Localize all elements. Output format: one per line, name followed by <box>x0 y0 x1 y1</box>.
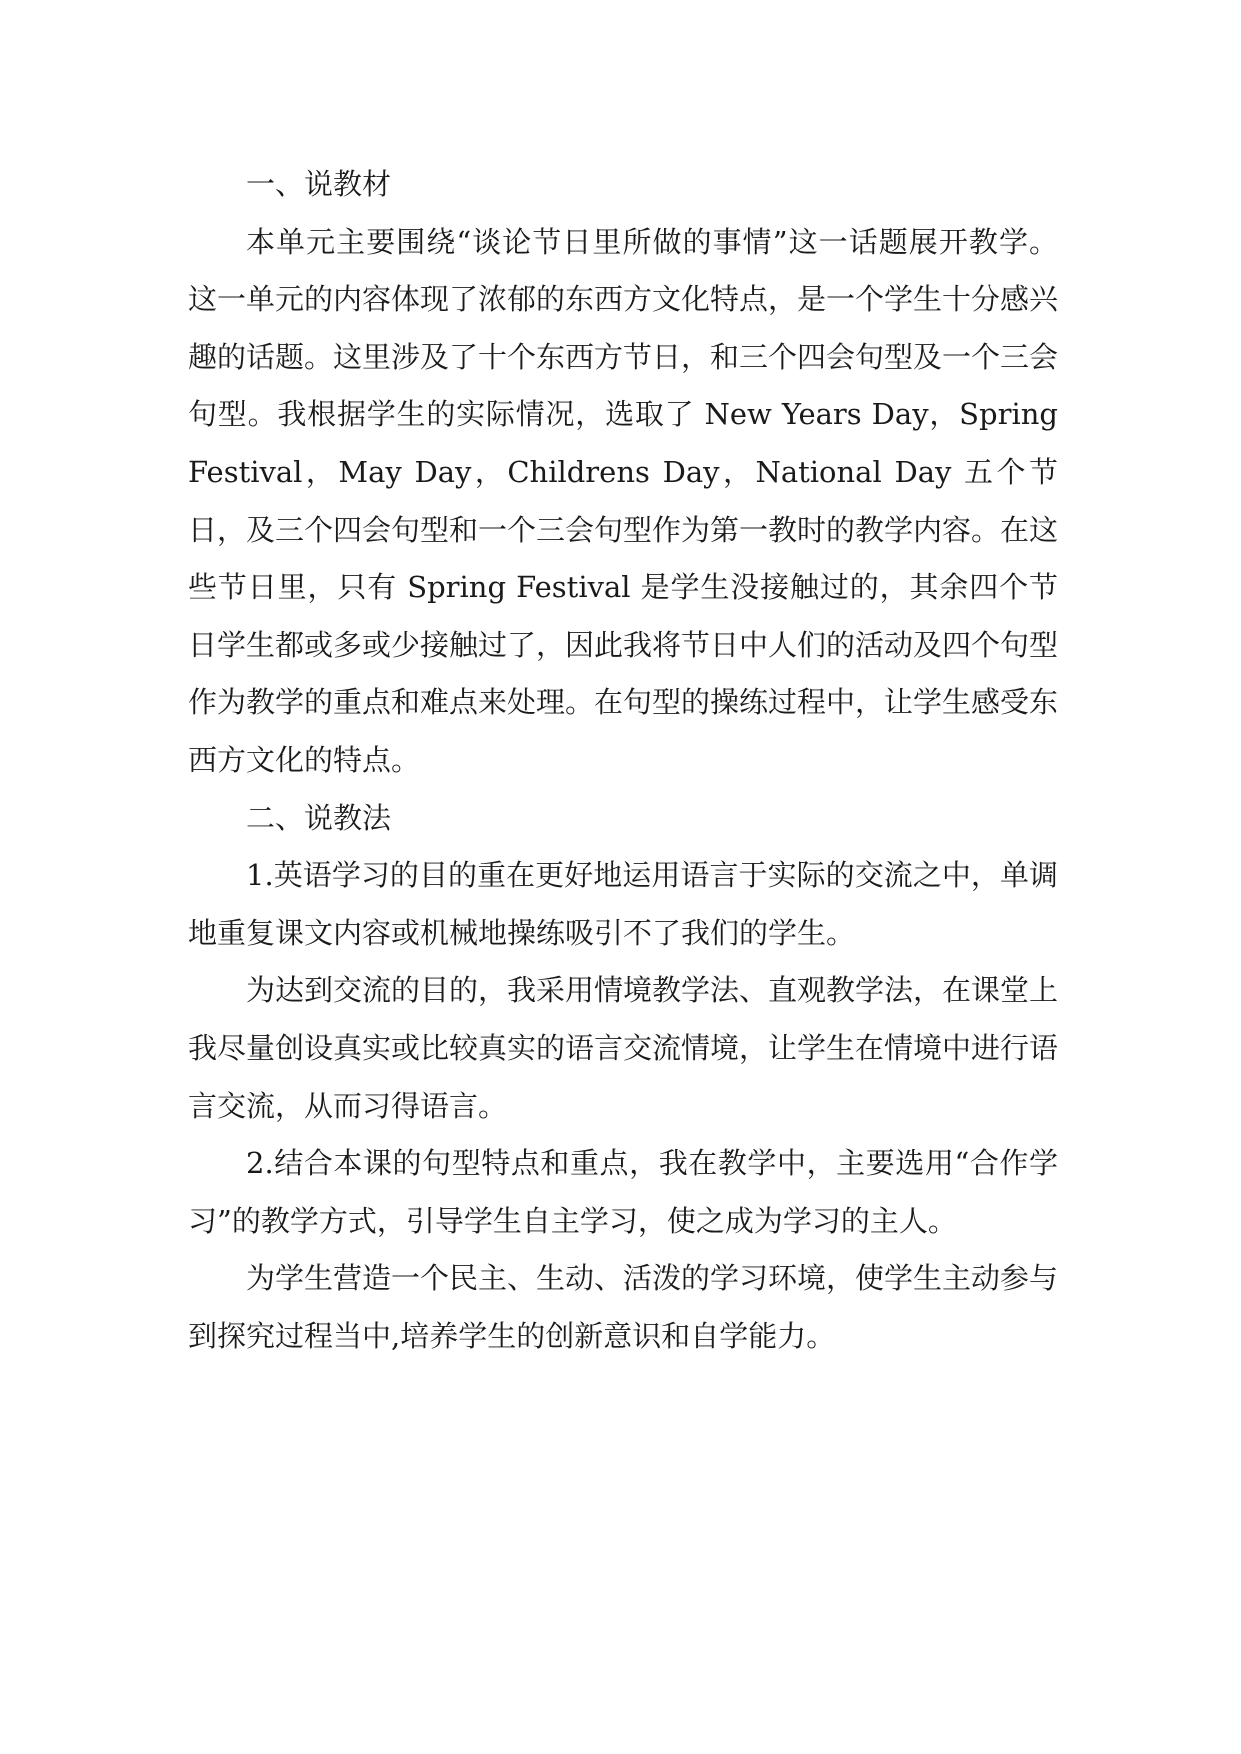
section-heading-textbook: 一、说教材 <box>246 167 392 201</box>
document-body <box>188 156 1058 1365</box>
paragraph-method-1-detail: 为达到交流的目的，我采用情境教学法、直观教学法，在课堂上我尽量创设真实或比较真实的语言交流情境，让学生在情境中进行语言交流，从而习得语言。 <box>188 973 1059 1123</box>
paragraph-method-1: 1.英语学习的目的重在更好地运用语言于实际的交流之中，单调地重复课文内容或机械地操练吸引不了我们的学生。 <box>188 858 1058 950</box>
paragraph-method-2: 2.结合本课的句型特点和重点，我在教学中，主要选用“合作学习”的教学方式，引导学生自主学习，使之成为学习的主人。 <box>188 1146 1058 1238</box>
paragraph-textbook-analysis: 本单元主要围绕“谈论节日里所做的事情”这一话题展开教学。这一单元的内容体现了浓郁的东西方文化特点，是一个学生十分感兴趣的话题。这里涉及了十个东西方节日，和三个四会句型及一个三会句型。我根据学生的实际情况，选取了 New Years Day，Spring Festival，May Day，Childrens Day，National Day 五个节日，及三个四会句型和一个三会句型作为第一教时的教学内容。在这些节日里，只有 Spring Festival 是学生没接触过的，其余四个节日学生都或多或少接触过了，因此我将节日中人们的活动及四个句型作为教学的重点和难点来处理。在句型的操练过程中，让学生感受东西方文化的特点。 <box>188 224 1059 777</box>
section-heading-teaching-method: 二、说教法 <box>246 800 392 835</box>
paragraph-method-2-detail: 为学生营造一个民主、生动、活泼的学习环境，使学生主动参与到探究过程当中,培养学生的创新意识和自学能力。 <box>188 1261 1059 1353</box>
